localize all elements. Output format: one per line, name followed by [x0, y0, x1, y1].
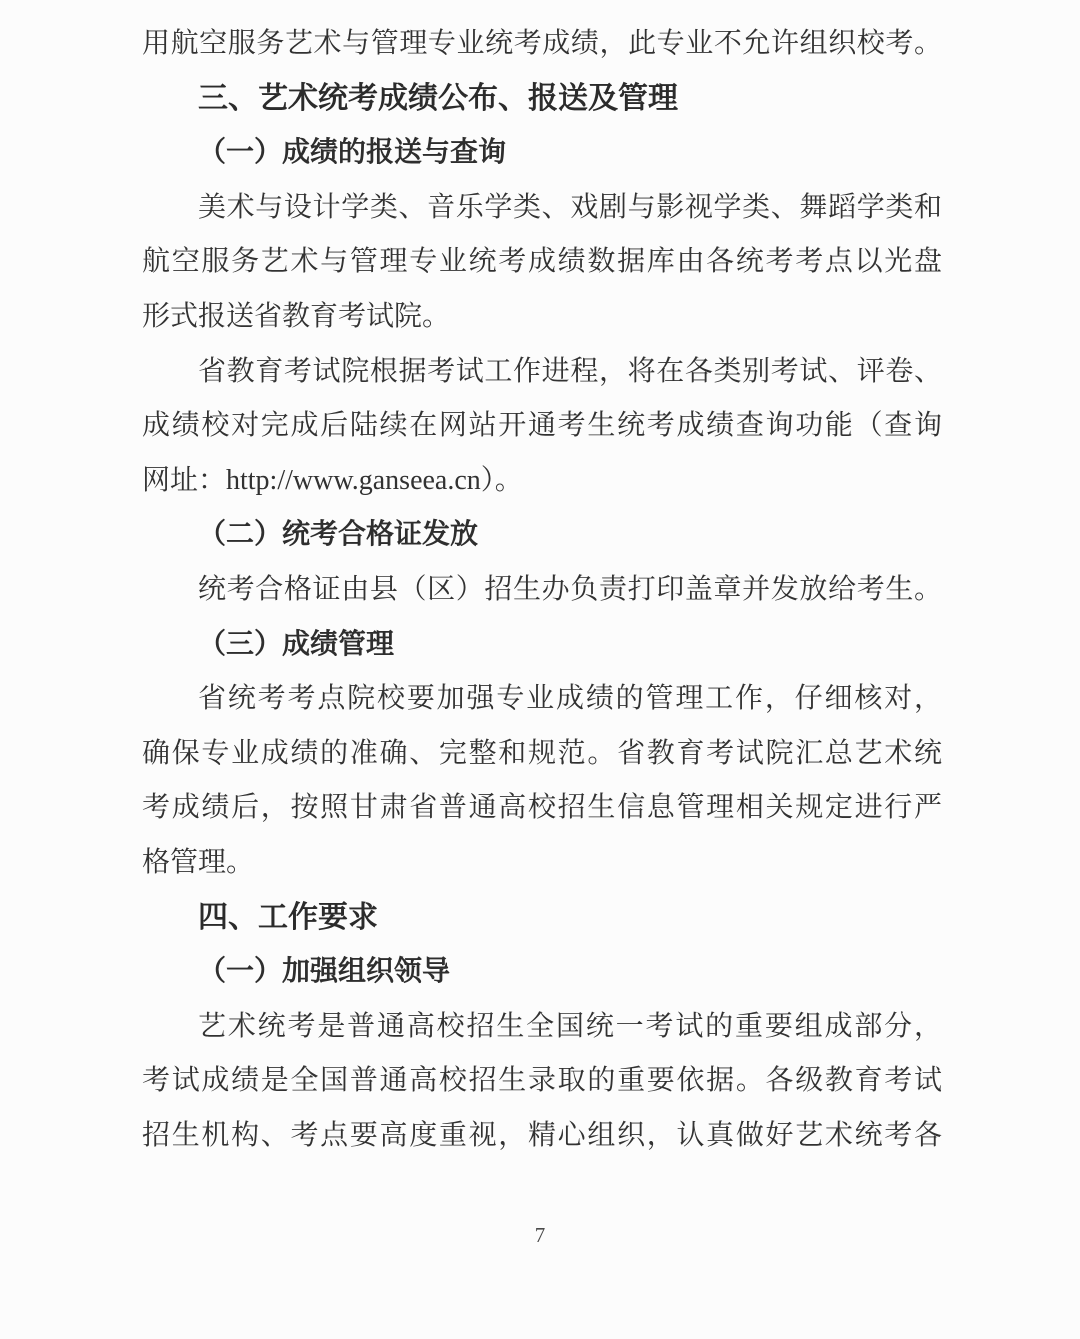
paragraph-line: 成绩校对完成后陆续在网站开通考生统考成绩查询功能（查询	[142, 410, 942, 442]
paragraph-line: 美术与设计学类、音乐学类、戏剧与影视学类、舞蹈学类和	[198, 191, 942, 223]
paragraph-line: 艺术统考是普通高校招生全国统一考试的重要组成部分，	[198, 1010, 942, 1042]
document-body	[142, 17, 942, 1163]
page-number: 7	[534, 1223, 546, 1247]
paragraph-line-with-url: 网址：http://www.ganseea.cn）。	[142, 464, 523, 496]
paragraph-line: 统考合格证由县（区）招生办负责打印盖章并发放给考生。	[198, 573, 942, 605]
paragraph-line: 考试成绩是全国普通高校招生录取的重要依据。各级教育考试	[142, 1065, 942, 1097]
subsection-heading-score-reporting: （一）成绩的报送与查询	[198, 137, 507, 169]
paragraph-line: 航空服务艺术与管理专业统考成绩数据库由各统考考点以光盘	[142, 246, 942, 278]
paragraph-line: 招生机构、考点要高度重视，精心组织，认真做好艺术统考各	[142, 1119, 942, 1151]
paragraph-line: 确保专业成绩的准确、完整和规范。省教育考试院汇总艺术统	[142, 737, 942, 769]
subsection-heading-leadership: （一）加强组织领导	[198, 956, 451, 988]
paragraph-line: 考成绩后，按照甘肃省普通高校招生信息管理相关规定进行严	[142, 792, 942, 824]
paragraph-line: 形式报送省教育考试院。	[142, 300, 451, 332]
subsection-heading-certificate-issue: （二）统考合格证发放	[198, 519, 479, 551]
paragraph-line: 省统考考点院校要加强专业成绩的管理工作，仔细核对，	[198, 683, 942, 715]
paragraph-line: 省教育考试院根据考试工作进程，将在各类别考试、评卷、	[198, 355, 942, 387]
paragraph-continuation-line: 用航空服务艺术与管理专业统考成绩，此专业不允许组织校考。	[142, 28, 942, 59]
subsection-heading-score-management: （三）成绩管理	[198, 628, 395, 660]
section-3-heading: 三、艺术统考成绩公布、报送及管理	[198, 81, 678, 115]
paragraph-line: 格管理。	[142, 846, 255, 878]
section-4-heading: 四、工作要求	[198, 900, 378, 934]
